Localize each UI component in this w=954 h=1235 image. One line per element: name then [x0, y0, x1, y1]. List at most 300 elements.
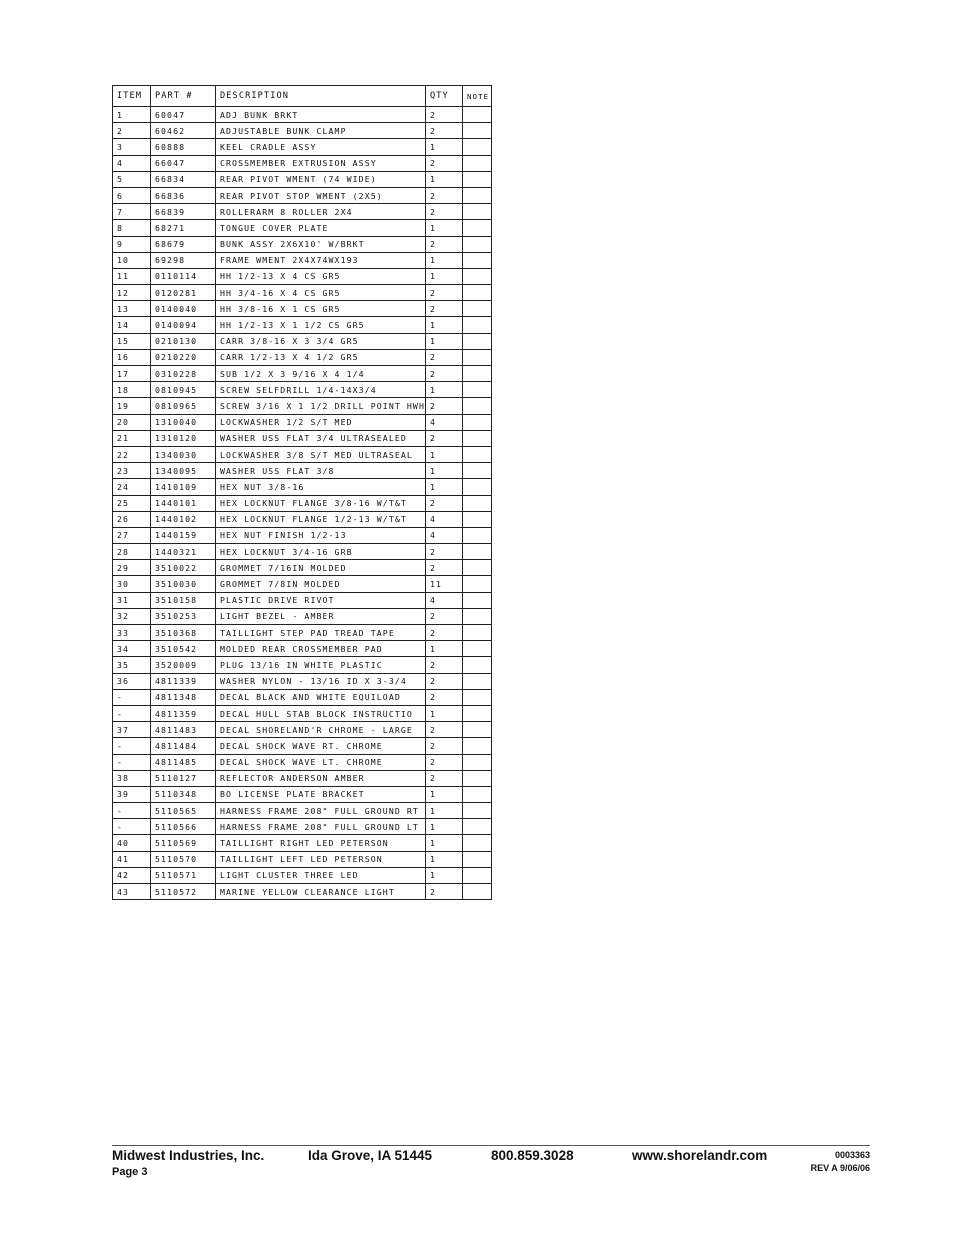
table-row — [113, 123, 492, 139]
cell-part-number: 4811483 — [151, 722, 216, 738]
cell-item-number: 15 — [113, 333, 151, 349]
cell-description: ADJUSTABLE BUNK CLAMP — [216, 123, 426, 139]
cell-item-number: 41 — [113, 851, 151, 867]
cell-note — [463, 398, 492, 414]
cell-note — [463, 544, 492, 560]
cell-part-number: 66834 — [151, 171, 216, 187]
cell-part-number: 3520009 — [151, 657, 216, 673]
cell-quantity: 2 — [426, 398, 463, 414]
cell-note — [463, 495, 492, 511]
cell-part-number: 68679 — [151, 236, 216, 252]
table-row — [113, 673, 492, 689]
cell-quantity: 11 — [426, 576, 463, 592]
cell-quantity: 1 — [426, 446, 463, 462]
table-row — [113, 171, 492, 187]
cell-note — [463, 738, 492, 754]
table-row — [113, 268, 492, 284]
table-row — [113, 560, 492, 576]
cell-note — [463, 560, 492, 576]
cell-quantity: 2 — [426, 884, 463, 900]
cell-item-number: 23 — [113, 463, 151, 479]
cell-quantity: 2 — [426, 754, 463, 770]
cell-quantity: 2 — [426, 722, 463, 738]
cell-part-number: 1310040 — [151, 414, 216, 430]
cell-part-number: 5110572 — [151, 884, 216, 900]
cell-item-number: 9 — [113, 236, 151, 252]
cell-item-number: 18 — [113, 382, 151, 398]
cell-part-number: 0310228 — [151, 366, 216, 382]
cell-note — [463, 511, 492, 527]
cell-item-number: 22 — [113, 446, 151, 462]
table-row — [113, 220, 492, 236]
cell-quantity: 1 — [426, 252, 463, 268]
table-row — [113, 446, 492, 462]
cell-description: PLUG 13/16 IN WHITE PLASTIC — [216, 657, 426, 673]
cell-note — [463, 220, 492, 236]
cell-description: REAR PIVOT WMENT (74 WIDE) — [216, 171, 426, 187]
cell-item-number: 35 — [113, 657, 151, 673]
cell-note — [463, 657, 492, 673]
table-row — [113, 317, 492, 333]
cell-item-number: 20 — [113, 414, 151, 430]
cell-description: WASHER USS FLAT 3/8 — [216, 463, 426, 479]
cell-description: LIGHT BEZEL - AMBER — [216, 608, 426, 624]
table-row — [113, 819, 492, 835]
cell-quantity: 4 — [426, 511, 463, 527]
table-header-row — [113, 86, 492, 107]
cell-description: HARNESS FRAME 208" FULL GROUND RT — [216, 803, 426, 819]
cell-item-number: 24 — [113, 479, 151, 495]
cell-note — [463, 317, 492, 333]
cell-note — [463, 155, 492, 171]
cell-quantity: 1 — [426, 851, 463, 867]
page-number: Page 3 — [112, 1166, 148, 1178]
cell-note — [463, 625, 492, 641]
cell-description: TAILLIGHT RIGHT LED PETERSON — [216, 835, 426, 851]
cell-item-number: 37 — [113, 722, 151, 738]
cell-quantity: 2 — [426, 236, 463, 252]
cell-quantity: 2 — [426, 738, 463, 754]
cell-description: KEEL CRADLE ASSY — [216, 139, 426, 155]
cell-part-number: 1410109 — [151, 479, 216, 495]
cell-note — [463, 705, 492, 721]
cell-description: WASHER NYLON - 13/16 ID X 3-3/4 — [216, 673, 426, 689]
cell-item-number: 19 — [113, 398, 151, 414]
table-row — [113, 722, 492, 738]
cell-description: HH 1/2-13 X 4 CS GR5 — [216, 268, 426, 284]
cell-note — [463, 349, 492, 365]
cell-quantity: 1 — [426, 333, 463, 349]
cell-part-number: 1340095 — [151, 463, 216, 479]
cell-description: REAR PIVOT STOP WMENT (2X5) — [216, 187, 426, 203]
table-row — [113, 884, 492, 900]
cell-item-number: 11 — [113, 268, 151, 284]
cell-part-number: 5110348 — [151, 786, 216, 802]
cell-note — [463, 754, 492, 770]
cell-note — [463, 204, 492, 220]
cell-part-number: 3510368 — [151, 625, 216, 641]
cell-note — [463, 285, 492, 301]
cell-quantity: 1 — [426, 171, 463, 187]
cell-note — [463, 107, 492, 123]
cell-note — [463, 414, 492, 430]
cell-note — [463, 252, 492, 268]
cell-quantity: 1 — [426, 867, 463, 883]
cell-part-number: 66836 — [151, 187, 216, 203]
table-row — [113, 252, 492, 268]
cell-part-number: 1440159 — [151, 527, 216, 543]
cell-note — [463, 592, 492, 608]
cell-quantity: 4 — [426, 592, 463, 608]
cell-description: SCREW 3/16 X 1 1/2 DRILL POINT HWH — [216, 398, 426, 414]
cell-note — [463, 430, 492, 446]
cell-part-number: 5110127 — [151, 770, 216, 786]
cell-note — [463, 689, 492, 705]
cell-note — [463, 576, 492, 592]
cell-description: ADJ BUNK BRKT — [216, 107, 426, 123]
cell-description: HEX NUT FINISH 1/2-13 — [216, 527, 426, 543]
cell-quantity: 2 — [426, 301, 463, 317]
cell-note — [463, 803, 492, 819]
cell-quantity: 2 — [426, 430, 463, 446]
cell-part-number: 5110569 — [151, 835, 216, 851]
cell-part-number: 4811484 — [151, 738, 216, 754]
cell-description: DECAL SHORELAND'R CHROME - LARGE — [216, 722, 426, 738]
cell-part-number: 4811359 — [151, 705, 216, 721]
cell-part-number: 3510158 — [151, 592, 216, 608]
cell-item-number: 33 — [113, 625, 151, 641]
cell-quantity: 4 — [426, 527, 463, 543]
table-row — [113, 576, 492, 592]
cell-note — [463, 786, 492, 802]
cell-quantity: 1 — [426, 317, 463, 333]
cell-part-number: 60888 — [151, 139, 216, 155]
cell-item-number: 38 — [113, 770, 151, 786]
cell-quantity: 1 — [426, 479, 463, 495]
cell-item-number: 34 — [113, 641, 151, 657]
cell-part-number: 0140040 — [151, 301, 216, 317]
table-row — [113, 187, 492, 203]
cell-description: HEX NUT 3/8-16 — [216, 479, 426, 495]
table-row — [113, 479, 492, 495]
cell-quantity: 2 — [426, 285, 463, 301]
cell-part-number: 0810965 — [151, 398, 216, 414]
table-row — [113, 463, 492, 479]
cell-part-number: 4811485 — [151, 754, 216, 770]
table-row — [113, 107, 492, 123]
cell-item-number: 27 — [113, 527, 151, 543]
cell-description: TAILLIGHT STEP PAD TREAD TAPE — [216, 625, 426, 641]
table-row — [113, 689, 492, 705]
cell-part-number: 66047 — [151, 155, 216, 171]
table-row — [113, 705, 492, 721]
table-row — [113, 366, 492, 382]
company-phone: 800.859.3028 — [491, 1148, 574, 1163]
cell-note — [463, 527, 492, 543]
cell-description: MOLDED REAR CROSSMEMBER PAD — [216, 641, 426, 657]
company-website: www.shorelandr.com — [632, 1148, 768, 1163]
cell-note — [463, 673, 492, 689]
cell-part-number: 1440102 — [151, 511, 216, 527]
cell-part-number: 60047 — [151, 107, 216, 123]
cell-quantity: 2 — [426, 770, 463, 786]
cell-description: BO LICENSE PLATE BRACKET — [216, 786, 426, 802]
cell-note — [463, 722, 492, 738]
cell-part-number: 1310120 — [151, 430, 216, 446]
cell-item-number: 28 — [113, 544, 151, 560]
cell-part-number: 3510253 — [151, 608, 216, 624]
cell-description: BUNK ASSY 2X6X10' W/BRKT — [216, 236, 426, 252]
cell-item-number: - — [113, 738, 151, 754]
cell-description: SCREW SELFDRILL 1/4-14X3/4 — [216, 382, 426, 398]
cell-description: HH 3/8-16 X 1 CS GR5 — [216, 301, 426, 317]
cell-quantity: 2 — [426, 673, 463, 689]
header-qty: QTY — [426, 86, 463, 107]
cell-item-number: 13 — [113, 301, 151, 317]
table-row — [113, 333, 492, 349]
cell-note — [463, 333, 492, 349]
table-row — [113, 285, 492, 301]
cell-part-number: 1340030 — [151, 446, 216, 462]
cell-note — [463, 236, 492, 252]
cell-description: LIGHT CLUSTER THREE LED — [216, 867, 426, 883]
cell-item-number: 7 — [113, 204, 151, 220]
cell-item-number: 29 — [113, 560, 151, 576]
cell-item-number: 10 — [113, 252, 151, 268]
cell-description: HEX LOCKNUT FLANGE 1/2-13 W/T&T — [216, 511, 426, 527]
cell-part-number: 5110566 — [151, 819, 216, 835]
cell-description: CARR 1/2-13 X 4 1/2 GR5 — [216, 349, 426, 365]
header-item: ITEM — [113, 86, 151, 107]
cell-description: HH 1/2-13 X 1 1/2 CS GR5 — [216, 317, 426, 333]
cell-part-number: 3510542 — [151, 641, 216, 657]
cell-item-number: 4 — [113, 155, 151, 171]
cell-part-number: 0140094 — [151, 317, 216, 333]
cell-description: DECAL BLACK AND WHITE EQUILOAD — [216, 689, 426, 705]
cell-quantity: 1 — [426, 819, 463, 835]
cell-description: TAILLIGHT LEFT LED PETERSON — [216, 851, 426, 867]
cell-quantity: 2 — [426, 123, 463, 139]
cell-quantity: 1 — [426, 705, 463, 721]
cell-part-number: 68271 — [151, 220, 216, 236]
table-row — [113, 738, 492, 754]
cell-note — [463, 835, 492, 851]
cell-description: DECAL SHOCK WAVE RT. CHROME — [216, 738, 426, 754]
cell-note — [463, 608, 492, 624]
cell-quantity: 2 — [426, 625, 463, 641]
cell-note — [463, 301, 492, 317]
cell-quantity: 2 — [426, 187, 463, 203]
cell-quantity: 2 — [426, 657, 463, 673]
cell-quantity: 1 — [426, 220, 463, 236]
page-footer — [112, 1145, 870, 1178]
cell-part-number: 66839 — [151, 204, 216, 220]
table-row — [113, 349, 492, 365]
cell-note — [463, 139, 492, 155]
table-row — [113, 382, 492, 398]
cell-description: HARNESS FRAME 208" FULL GROUND LT — [216, 819, 426, 835]
cell-quantity: 2 — [426, 155, 463, 171]
cell-note — [463, 479, 492, 495]
cell-quantity: 2 — [426, 608, 463, 624]
cell-note — [463, 268, 492, 284]
cell-note — [463, 770, 492, 786]
cell-item-number: 31 — [113, 592, 151, 608]
cell-description: WASHER USS FLAT 3/4 ULTRASEALED — [216, 430, 426, 446]
table-row — [113, 511, 492, 527]
cell-note — [463, 641, 492, 657]
cell-quantity: 2 — [426, 560, 463, 576]
cell-quantity: 2 — [426, 495, 463, 511]
company-name: Midwest Industries, Inc. — [112, 1148, 265, 1163]
cell-item-number: 5 — [113, 171, 151, 187]
cell-part-number: 3510030 — [151, 576, 216, 592]
table-row — [113, 430, 492, 446]
table-row — [113, 625, 492, 641]
table-row — [113, 835, 492, 851]
cell-description: LOCKWASHER 3/8 S/T MED ULTRASEAL — [216, 446, 426, 462]
cell-item-number: 32 — [113, 608, 151, 624]
cell-note — [463, 819, 492, 835]
cell-quantity: 1 — [426, 139, 463, 155]
cell-description: DECAL SHOCK WAVE LT. CHROME — [216, 754, 426, 770]
cell-note — [463, 171, 492, 187]
cell-part-number: 0120281 — [151, 285, 216, 301]
cell-part-number: 1440101 — [151, 495, 216, 511]
cell-quantity: 2 — [426, 107, 463, 123]
cell-quantity: 1 — [426, 268, 463, 284]
cell-quantity: 1 — [426, 786, 463, 802]
cell-item-number: 25 — [113, 495, 151, 511]
cell-item-number: 17 — [113, 366, 151, 382]
cell-item-number: - — [113, 819, 151, 835]
cell-item-number: 21 — [113, 430, 151, 446]
cell-description: MARINE YELLOW CLEARANCE LIGHT — [216, 884, 426, 900]
cell-item-number: 16 — [113, 349, 151, 365]
table-row — [113, 204, 492, 220]
header-part-number: PART # — [151, 86, 216, 107]
cell-quantity: 1 — [426, 641, 463, 657]
cell-part-number: 3510022 — [151, 560, 216, 576]
table-row — [113, 851, 492, 867]
cell-item-number: 8 — [113, 220, 151, 236]
cell-item-number: 26 — [113, 511, 151, 527]
table-row — [113, 786, 492, 802]
document-number: 0003363 — [834, 1150, 870, 1160]
cell-item-number: 6 — [113, 187, 151, 203]
cell-item-number: 40 — [113, 835, 151, 851]
cell-quantity: 1 — [426, 835, 463, 851]
cell-note — [463, 867, 492, 883]
table-row — [113, 544, 492, 560]
cell-part-number: 5110571 — [151, 867, 216, 883]
cell-quantity: 1 — [426, 382, 463, 398]
cell-part-number: 4811339 — [151, 673, 216, 689]
cell-part-number: 5110565 — [151, 803, 216, 819]
cell-description: CARR 3/8-16 X 3 3/4 GR5 — [216, 333, 426, 349]
table-row — [113, 592, 492, 608]
cell-note — [463, 851, 492, 867]
table-row — [113, 641, 492, 657]
cell-item-number: 43 — [113, 884, 151, 900]
table-row — [113, 139, 492, 155]
cell-description: PLASTIC DRIVE RIVOT — [216, 592, 426, 608]
cell-quantity: 4 — [426, 414, 463, 430]
cell-item-number: 39 — [113, 786, 151, 802]
cell-item-number: 3 — [113, 139, 151, 155]
header-description: DESCRIPTION — [216, 86, 426, 107]
table-row — [113, 414, 492, 430]
table-row — [113, 867, 492, 883]
cell-note — [463, 463, 492, 479]
cell-quantity: 1 — [426, 463, 463, 479]
cell-description: REFLECTOR ANDERSON AMBER — [216, 770, 426, 786]
cell-item-number: 1 — [113, 107, 151, 123]
cell-description: CROSSMEMBER EXTRUSION ASSY — [216, 155, 426, 171]
cell-note — [463, 123, 492, 139]
cell-quantity: 2 — [426, 689, 463, 705]
table-row — [113, 236, 492, 252]
table-row — [113, 398, 492, 414]
cell-description: HH 3/4-16 X 4 CS GR5 — [216, 285, 426, 301]
cell-description: DECAL HULL STAB BLOCK INSTRUCTIO — [216, 705, 426, 721]
table-row — [113, 155, 492, 171]
cell-quantity: 2 — [426, 366, 463, 382]
cell-item-number: 36 — [113, 673, 151, 689]
table-row — [113, 657, 492, 673]
cell-item-number: 12 — [113, 285, 151, 301]
cell-description: HEX LOCKNUT 3/4-16 GRB — [216, 544, 426, 560]
cell-item-number: 42 — [113, 867, 151, 883]
cell-note — [463, 366, 492, 382]
table-row — [113, 495, 492, 511]
cell-description: GROMMET 7/8IN MOLDED — [216, 576, 426, 592]
cell-quantity: 2 — [426, 204, 463, 220]
table-row — [113, 770, 492, 786]
cell-part-number: 1440321 — [151, 544, 216, 560]
cell-note — [463, 187, 492, 203]
cell-part-number: 4811348 — [151, 689, 216, 705]
cell-description: ROLLERARM 8 ROLLER 2X4 — [216, 204, 426, 220]
cell-item-number: - — [113, 803, 151, 819]
cell-part-number: 69298 — [151, 252, 216, 268]
cell-note — [463, 382, 492, 398]
cell-description: LOCKWASHER 1/2 S/T MED — [216, 414, 426, 430]
cell-quantity: 2 — [426, 544, 463, 560]
cell-part-number: 60462 — [151, 123, 216, 139]
cell-part-number: 0210220 — [151, 349, 216, 365]
company-location: Ida Grove, IA 51445 — [308, 1148, 433, 1163]
cell-description: FRAME WMENT 2X4X74WX193 — [216, 252, 426, 268]
parts-list-table — [112, 85, 492, 900]
revision-label: REV A 9/06/06 — [810, 1163, 870, 1173]
cell-item-number: 2 — [113, 123, 151, 139]
cell-item-number: - — [113, 705, 151, 721]
cell-part-number: 5110570 — [151, 851, 216, 867]
cell-part-number: 0810945 — [151, 382, 216, 398]
cell-part-number: 0110114 — [151, 268, 216, 284]
cell-description: GROMMET 7/16IN MOLDED — [216, 560, 426, 576]
cell-quantity: 1 — [426, 803, 463, 819]
cell-part-number: 0210130 — [151, 333, 216, 349]
cell-description: HEX LOCKNUT FLANGE 3/8-16 W/T&T — [216, 495, 426, 511]
parts-list-body — [113, 107, 492, 900]
cell-description: SUB 1/2 X 3 9/16 X 4 1/4 — [216, 366, 426, 382]
cell-quantity: 2 — [426, 349, 463, 365]
table-row — [113, 803, 492, 819]
cell-item-number: 30 — [113, 576, 151, 592]
header-note: NOTE — [463, 86, 492, 107]
